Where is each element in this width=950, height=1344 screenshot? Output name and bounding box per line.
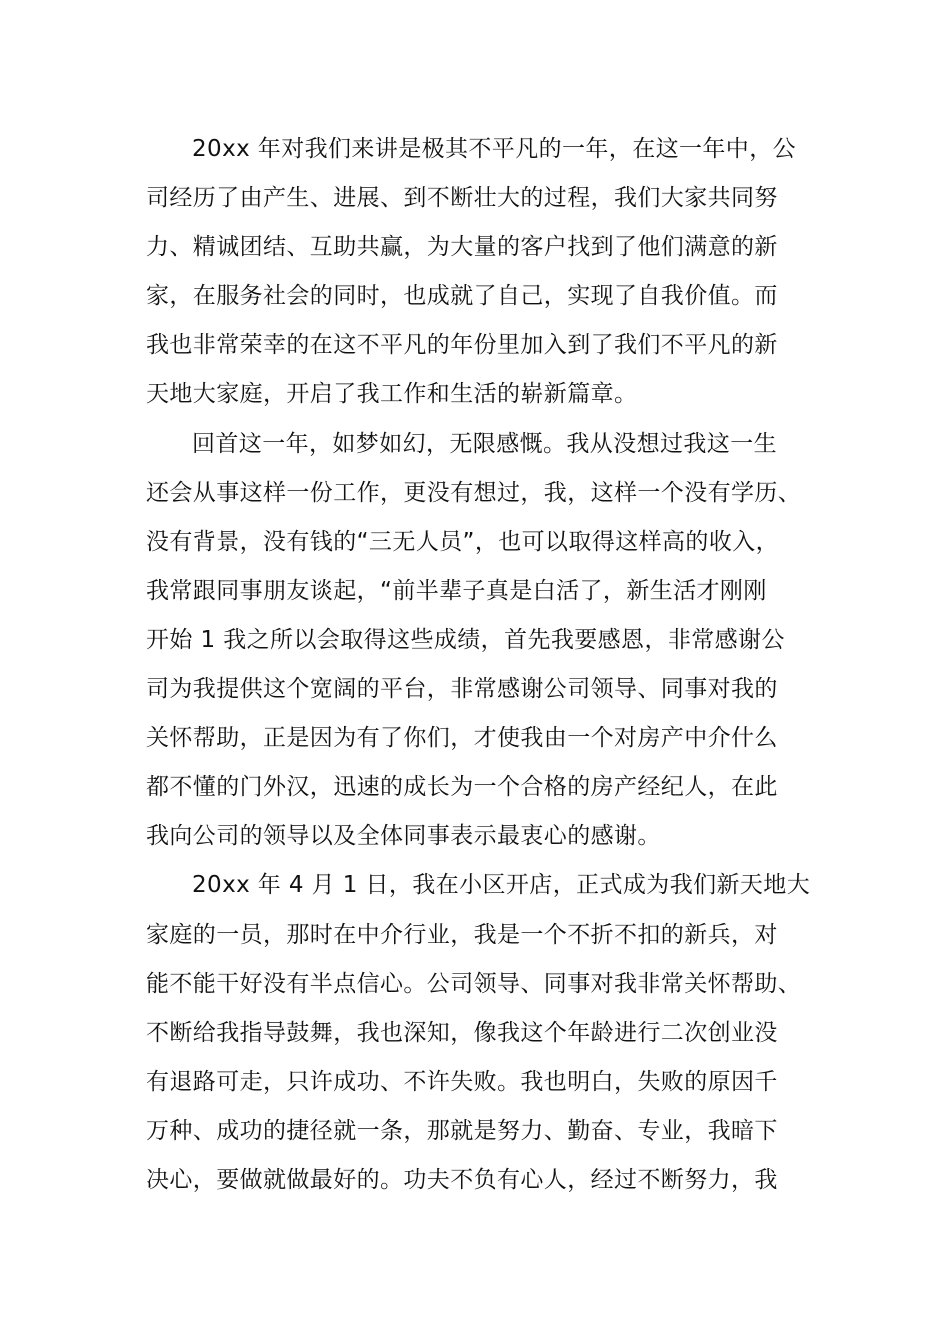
paragraph-2-line-2: 还会从事这样一份工作，更没有想过，我，这样一个没有学历、 (146, 479, 802, 506)
paragraph-2-line-6: 司为我提供这个宽阔的平台，非常感谢公司领导、同事对我的 (146, 676, 778, 703)
paragraph-2-line-1: 回首这一年，如梦如幻，无限感慨。我从没想过我这一生 (192, 430, 777, 457)
paragraph-1-line-3: 力、精诚团结、互助共赢，为大量的客户找到了他们满意的新 (146, 234, 778, 261)
paragraph-2-line-7: 关怀帮助，正是因为有了你们，才使我由一个对房产中介什么 (146, 725, 778, 752)
document-body (146, 125, 811, 1205)
paragraph-3-line-6: 万种、成功的捷径就一条，那就是努力、勤奋、专业，我暗下 (146, 1117, 778, 1144)
paragraph-1-line-6: 天地大家庭，开启了我工作和生活的崭新篇章。 (146, 381, 638, 408)
paragraph-2-line-9: 我向公司的领导以及全体同事表示最衷心的感谢。 (146, 823, 661, 850)
paragraph-3-line-7: 决心，要做就做最好的。功夫不负有心人，经过不断努力，我 (146, 1166, 778, 1193)
paragraph-2-line-4: 我常跟同事朋友谈起，“前半辈子真是白活了，新生活才刚刚 (146, 577, 767, 604)
paragraph-2-line-8: 都不懂的门外汉，迅速的成长为一个合格的房产经纪人，在此 (146, 774, 778, 801)
paragraph-3-line-1: 20xx 年 4 月 1 日，我在小区开店，正式成为我们新天地大 (192, 872, 811, 899)
paragraph-2-line-3: 没有背景，没有钱的“三无人员”，也可以取得这样高的收入， (146, 528, 780, 555)
paragraph-2-line-5: 开始 1 我之所以会取得这些成绩，首先我要感恩，非常感谢公 (146, 626, 785, 653)
paragraph-1-line-2: 司经历了由产生、进展、到不断壮大的过程，我们大家共同努 (146, 185, 778, 212)
paragraph-3-line-2: 家庭的一员，那时在中介行业，我是一个不折不扣的新兵，对 (146, 921, 778, 948)
paragraph-3-line-4: 不断给我指导鼓舞，我也深知，像我这个年龄进行二次创业没 (146, 1019, 778, 1046)
paragraph-3-line-3: 能不能干好没有半点信心。公司领导、同事对我非常关怀帮助、 (146, 970, 802, 997)
paragraph-1-line-5: 我也非常荣幸的在这不平凡的年份里加入到了我们不平凡的新 (146, 332, 778, 359)
paragraph-1-line-1: 20xx 年对我们来讲是极其不平凡的一年，在这一年中，公 (192, 136, 797, 162)
paragraph-1-line-4: 家，在服务社会的同时，也成就了自己，实现了自我价值。而 (146, 283, 778, 310)
paragraph-3-line-5: 有退路可走，只许成功、不许失败。我也明白，失败的原因千 (146, 1068, 778, 1095)
